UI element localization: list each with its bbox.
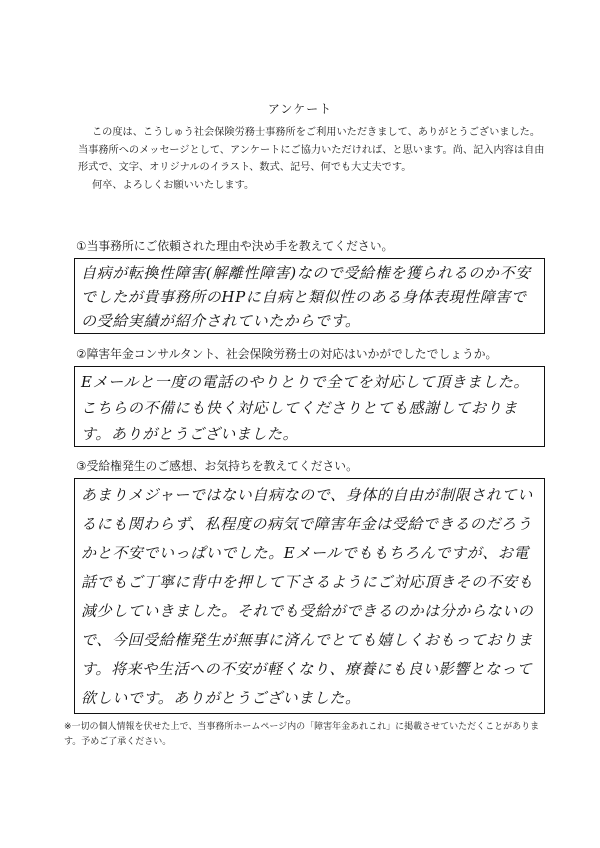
- answer-1-handwriting: 自病が転換性障害(解離性障害)なので受給権を獲られるのか不安でしたが貴事務所のHPに自病と類似性のある身体表現性障害での受給実績が紹介されていたからです。: [81, 264, 531, 330]
- question-1-label: ①当事務所にご依頼された理由や決め手を教えてください。: [76, 239, 394, 253]
- answer-box-3: [74, 478, 545, 714]
- answer-2-handwriting: Eメールと一度の電話のやりとりで全てを対応して頂きました。こちらの不備にも快く対応してくださりとても感謝しております。ありがとうございました。: [81, 373, 530, 443]
- intro-paragraph: この度は、こうしゅう社会保険労務士事務所をご利用いただきまして、ありがとうございました。当事務所へのメッセージとして、アンケートにご協力いただければ、と思います。尚、記入内容は自由形式で、文字、オリジナルのイラスト、数式、記号、何でも大丈夫です。: [78, 127, 545, 173]
- answer-box-1: [74, 258, 545, 334]
- answer-3-handwriting: あまりメジャーではない自病なので、身体的自由が制限されているにも関わらず、私程度の病気で障害年金は受給できるのだろうかと不安でいっぱいでした。Eメールでももちろんですが、お電話でもご丁寧に背中を押して下さるようにご対応頂きその不安も減少していきました。それでも受給ができるのかは分からないので、今回受給権発生が無事に済んでとても嬉しくおもっております。将来や生活への不安が軽くなり、療養にも良い影響となって欲しいです。ありがとうございました。: [81, 486, 534, 707]
- privacy-footnote: ※一切の個人情報を伏せた上で、当事務所ホームページ内の「障害年金あれこれ」に掲載させていただくことがあります。予めご了承ください。: [64, 722, 540, 747]
- intro-text: [78, 124, 548, 194]
- question-2-label: ②障害年金コンサルタント、社会保険労務士の対応はいかがでしたでしょうか。: [76, 347, 498, 361]
- question-3-label: ③受給権発生のご感想、お気持ちを教えてください。: [76, 459, 358, 473]
- intro-closing: 何卒、よろしくお願いいたします。: [92, 179, 255, 191]
- answer-box-2: [74, 366, 545, 447]
- page-title: アンケート: [267, 102, 333, 116]
